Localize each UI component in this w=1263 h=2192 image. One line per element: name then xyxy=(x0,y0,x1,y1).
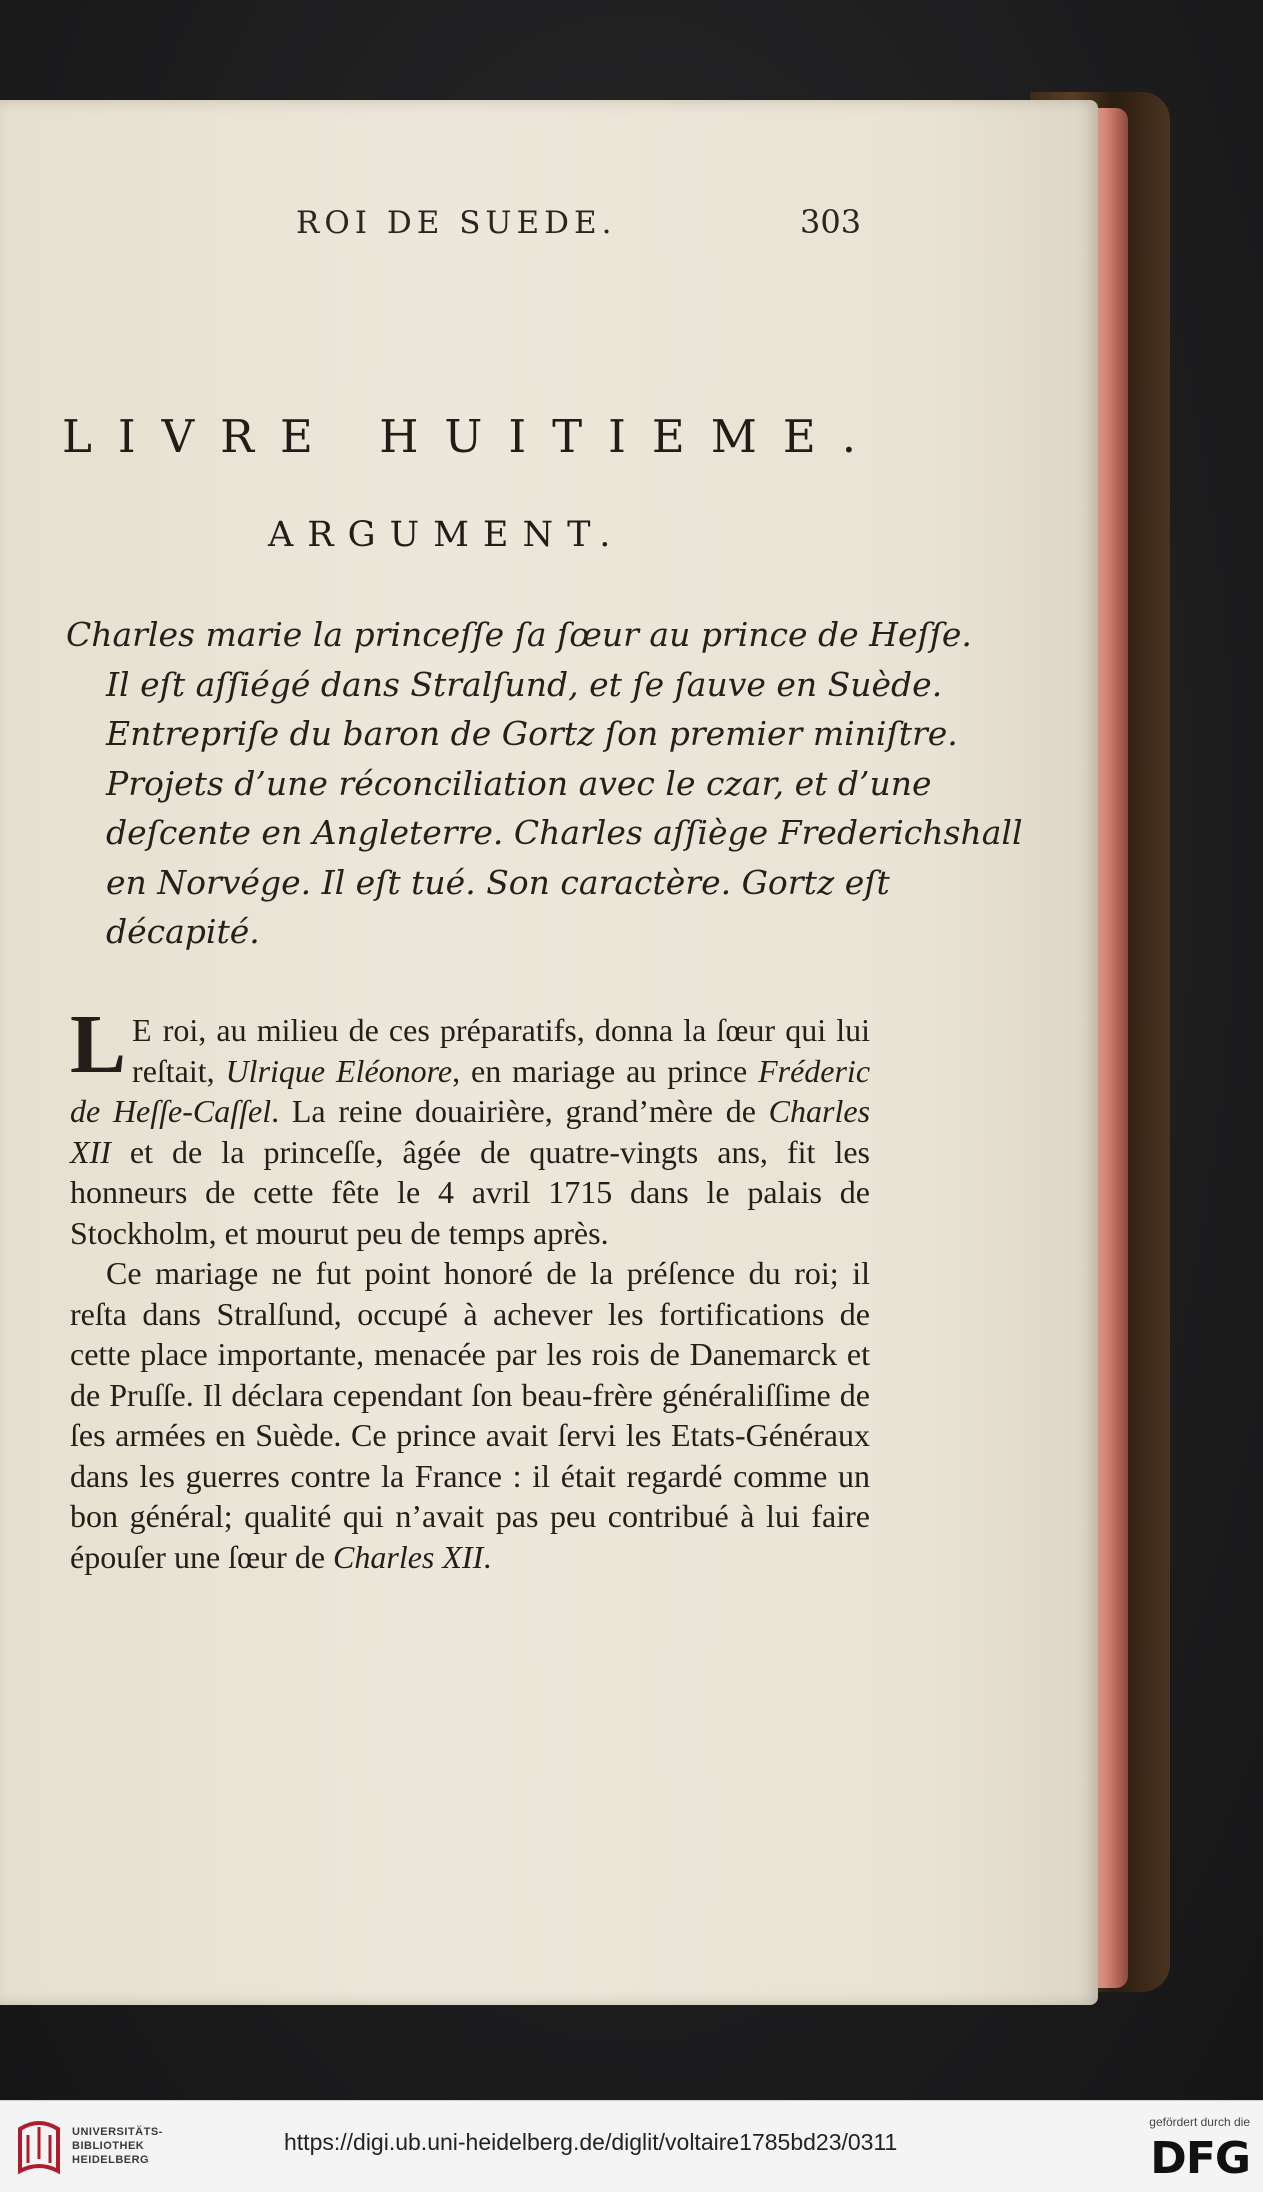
library-name xyxy=(72,2125,163,2167)
argument-summary xyxy=(66,610,1023,957)
book-title: LIVRE HUITIEME. xyxy=(62,410,883,463)
drop-cap: L xyxy=(70,998,127,1091)
running-title: ROI DE SUEDE. xyxy=(296,205,617,241)
person-name: Charles XII xyxy=(333,1538,484,1575)
dfg-logo: DFG xyxy=(1150,2133,1250,2184)
library-name-line: UNIVERSITÄTS- xyxy=(72,2126,163,2138)
argument-line: Projets d’une réconciliation avec le czar, et d’une xyxy=(106,763,932,803)
argument-line: en Norvége. Il eſt tué. Son caractère. Gortz eſt xyxy=(106,862,890,902)
argument-line: Il eſt aſſiégé dans Stralſund, et ſe ſauve en Suède. xyxy=(106,664,943,704)
paragraph-text: Ce mariage ne fut point honoré de la préſence du roi; il reſta dans Stralſund, occupé à achever les fortifications de cette place importante, menacée par les rois de Danemarck et de Pruſſe. Il déclara cependant ſon beau-frère généraliſſime de ſes armées en Suède. Ce prince avait ſervi les Etats-Généraux dans les guerres contre la France : il était regardé comme un bon général; qualité qui n’avait pas peu contribué à lui faire épouſer une ſœur de xyxy=(70,1255,870,1575)
argument-line: deſcente en Angleterre. Charles aſſiège Frederichshall xyxy=(106,813,1023,852)
person-name: Fréderic de Heſſe-Caſſel xyxy=(70,1052,871,1129)
funding-text: gefördert durch die xyxy=(1149,2115,1250,2129)
argument-heading: ARGUMENT. xyxy=(268,515,625,555)
paragraph-text: , en mariage au prince xyxy=(452,1052,759,1089)
permalink-url[interactable]: https://digi.ub.uni-heidelberg.de/diglit/voltaire1785bd23/0311 xyxy=(284,2129,898,2155)
argument-line: Entrepriſe du baron de Gortz ſon premier miniſtre. xyxy=(106,714,958,753)
paragraph-text: et de la princeſſe, âgée de quatre-vingts ans, fit les honneurs de cette fête le 4 avril 1715 dans le palais de Stockholm, et mourut peu de temps après. xyxy=(70,1133,870,1251)
person-name: Ulrique Eléonore xyxy=(225,1052,453,1089)
library-name-line: HEIDELBERG xyxy=(72,2154,150,2166)
paragraph-text: . xyxy=(483,1538,492,1575)
university-library-logo xyxy=(14,2115,64,2177)
argument-line: Charles marie la princeſſe ſa ſœur au prince de Heſſe. xyxy=(66,615,972,654)
footer-bar xyxy=(0,2100,1263,2192)
page-number: 303 xyxy=(800,203,862,241)
first-word-rest: E xyxy=(132,1012,153,1048)
library-name-line: BIBLIOTHEK xyxy=(72,2140,145,2152)
paragraph-1 xyxy=(70,998,871,1253)
paragraph-2 xyxy=(70,1253,870,1577)
argument-line: décapité. xyxy=(106,912,260,951)
paragraph-text: roi, au milieu de ces préparatifs, donna la ſœur qui lui reſtait, xyxy=(132,1012,870,1089)
body-text xyxy=(70,998,871,1577)
paragraph-text: . La reine douairière, grand’mère de xyxy=(271,1093,769,1129)
running-head xyxy=(0,100,1098,241)
person-name: Charles XII xyxy=(70,1093,871,1170)
funding-note xyxy=(1126,2115,1250,2184)
